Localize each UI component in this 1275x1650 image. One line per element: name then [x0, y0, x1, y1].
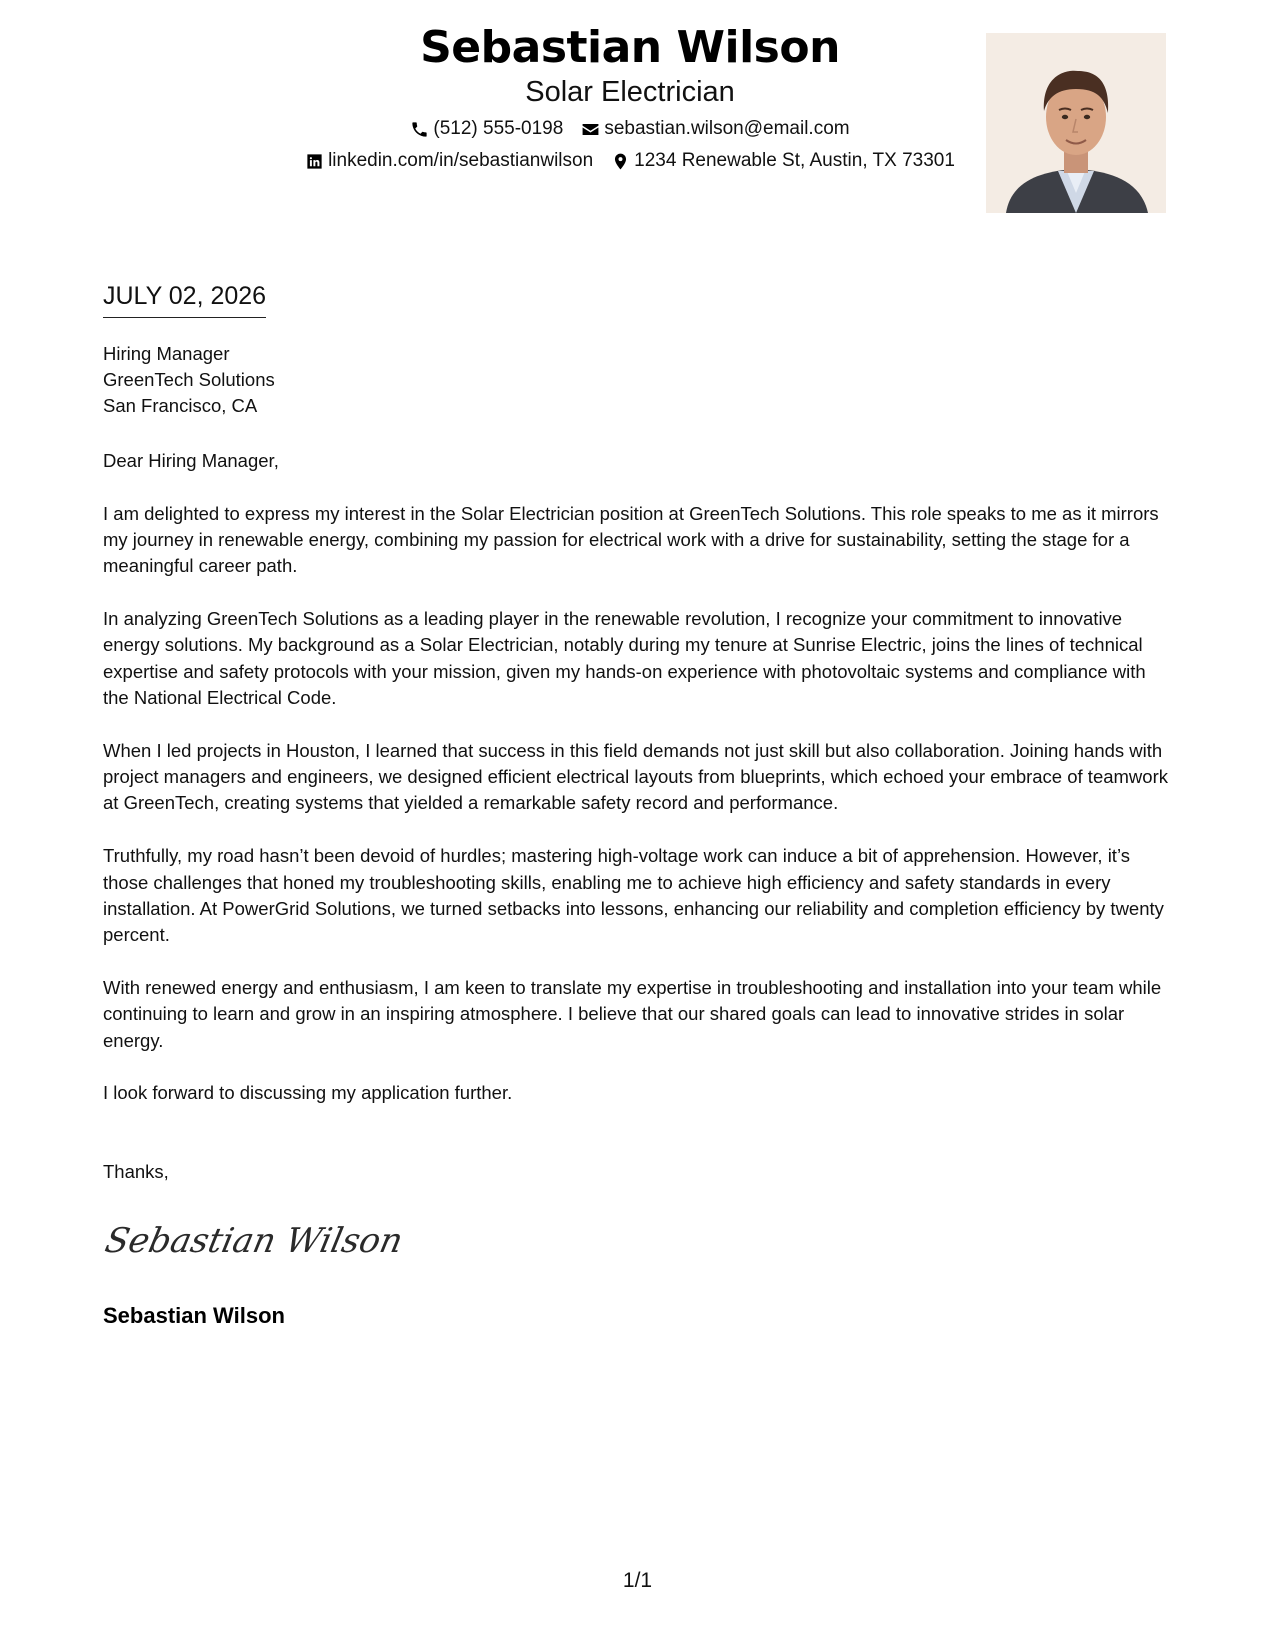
contact-phone [410, 117, 563, 141]
closing: Thanks, [103, 1161, 169, 1182]
body-paragraph: I look forward to discussing my application further. [103, 1082, 513, 1104]
letter-date: JULY 02, 2026 [103, 281, 266, 318]
phone-text: (512) 555-0198 [433, 118, 564, 139]
signer-name: Sebastian Wilson [103, 1303, 285, 1328]
linkedin-link[interactable]: linkedin.com/in/sebastianwilson [328, 150, 594, 171]
body-paragraph: With renewed energy and enthusiasm, I am keen to translate my expertise in troubleshooting and installation into your team while continuing to learn and grow in an inspiring atmosphere. I believe that our shared goals can lead to innovative strides in solar energy. [103, 976, 1162, 1051]
salutation: Dear Hiring Manager, [103, 450, 279, 471]
body-paragraph: In analyzing GreenTech Solutions as a leading player in the renewable revolution, I recognize your commitment to innovative energy solutions. My background as a Solar Electrician, notably during my tenure at Sunrise Electric, joins the lines of technical expertise and safety protocols with your mission, given my hands-on experience with photovoltaic systems and compliance with the National Electrical Code. [103, 608, 1146, 709]
map-pin-icon [611, 152, 630, 171]
svg-text:Sebastian Wilson: Sebastian Wilson [101, 1221, 407, 1261]
recipient-block [103, 341, 275, 419]
recipient-company: GreenTech Solutions [103, 369, 275, 390]
email-link[interactable]: sebastian.wilson@email.com [604, 118, 850, 139]
body-paragraph: When I led projects in Houston, I learned that success in this field demands not just skill but also collaboration. Joining hands with project managers and engineers, we designed efficient electrical layouts from blueprints, which echoed your embrace of teamwork at GreenTech, creating systems that yielded a remarkable safety record and performance. [103, 739, 1168, 814]
phone-icon [410, 120, 429, 139]
letter-body [103, 448, 1173, 1133]
handwritten-signature [100, 1212, 407, 1268]
recipient-location: San Francisco, CA [103, 395, 258, 416]
recipient-title: Hiring Manager [103, 343, 230, 364]
body-paragraph: Truthfully, my road hasn’t been devoid of hurdles; mastering high-voltage work can induce a bit of apprehension. However, it’s those challenges that honed my troubleshooting skills, enabling me to achieve high efficiency and safety standards in every installation. At PowerGrid Solutions, we turned setbacks into lessons, enhancing our reliability and completion efficiency by twenty percent. [103, 845, 1164, 946]
body-paragraph: I am delighted to express my interest in the Solar Electrician position at GreenTech Solutions. This role speaks to me as it mirrors my journey in renewable energy, combining my passion for electrical work with a drive for sustainability, setting the stage for a meaningful career path. [103, 502, 1159, 577]
job-title: Solar Electrician [525, 76, 735, 108]
page-number: 1/1 [622, 1569, 653, 1592]
envelope-icon [581, 120, 600, 139]
profile-photo [986, 33, 1166, 213]
applicant-name: Sebastian Wilson [420, 22, 840, 73]
contact-address [611, 149, 955, 173]
contact-email[interactable] [581, 117, 849, 141]
address-text: 1234 Renewable St, Austin, TX 73301 [634, 150, 955, 171]
linkedin-icon [305, 152, 324, 171]
contact-linkedin[interactable] [305, 149, 593, 173]
